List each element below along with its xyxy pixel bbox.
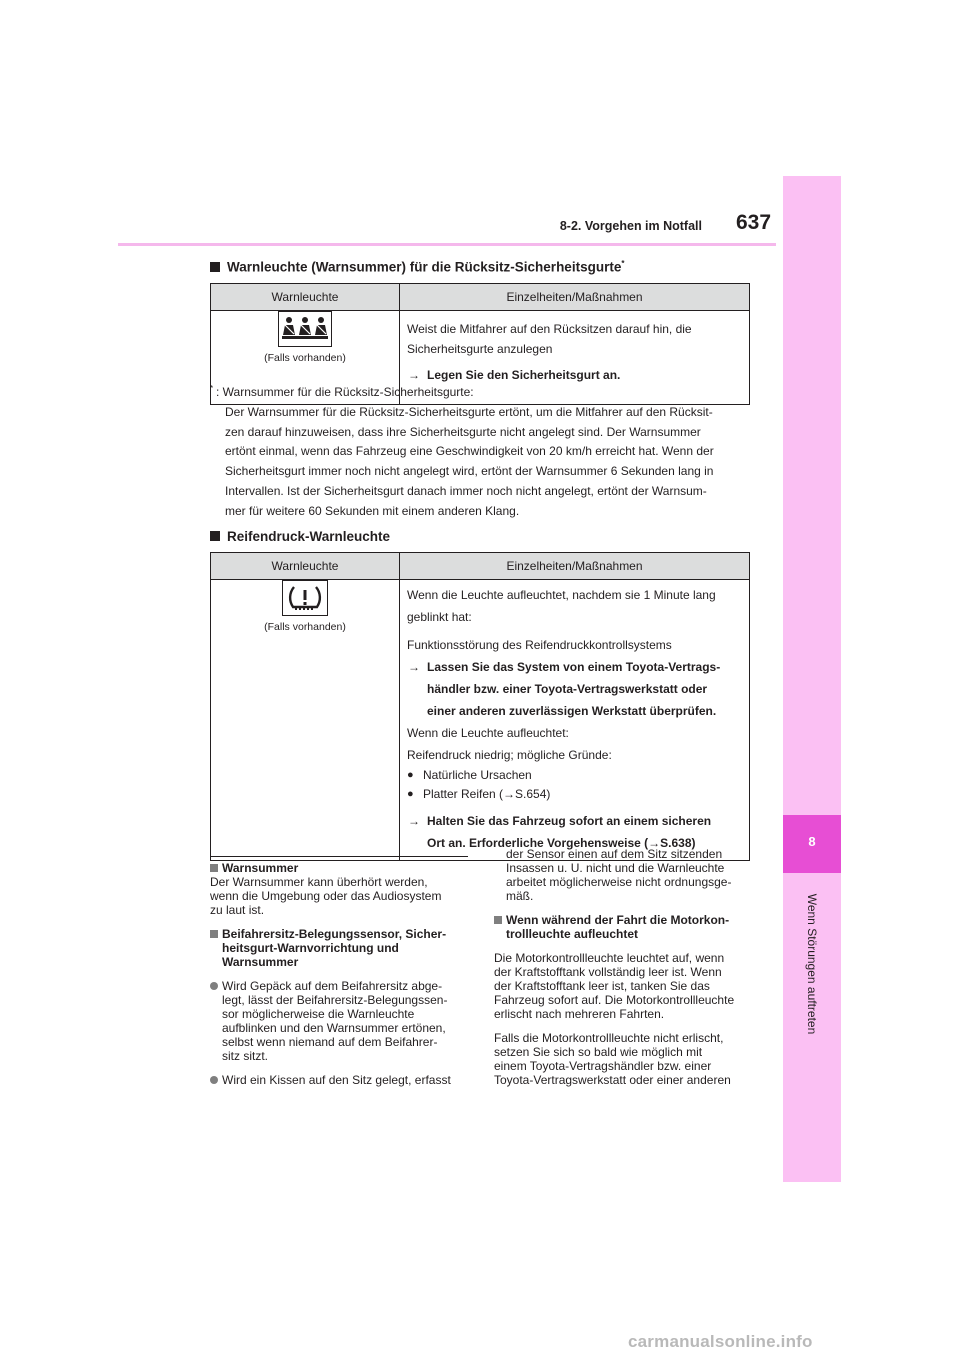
- footnote: [210, 383, 750, 522]
- arrow-icon: →: [408, 368, 420, 382]
- action-line: Ort an. Erforderliche Vorgehensweise (→S.638): [427, 836, 696, 850]
- icon-caption: (Falls vorhanden): [264, 352, 346, 364]
- list-item: ● Platter Reifen (→S.654): [407, 785, 741, 804]
- note-heading: Wenn während der Fahrt die Motorkon- trollleuchte aufleuchtet: [494, 913, 754, 941]
- action-line: → Legen Sie den Sicherheitsgurt an.: [407, 365, 741, 385]
- note-bullet: Wird ein Kissen auf den Sitz gelegt, erfasst: [210, 1073, 468, 1087]
- cause-line: Reifendruck niedrig; mögliche Gründe:: [407, 748, 612, 762]
- heading-text: Reifendruck-Warnleuchte: [227, 529, 391, 544]
- cause-line: Funktionsstörung des Reifendruckkontrollsystems: [407, 638, 672, 652]
- footnote-head: : Warnsummer für die Rücksitz-Sicherheitsgurte:: [216, 385, 474, 399]
- left-column: [210, 861, 468, 1087]
- page-number: 637: [736, 211, 772, 234]
- table-header-warnleuchte: Warnleuchte: [211, 284, 400, 311]
- action-line: → Halten Sie das Fahrzeug sofort an einem sicheren: [407, 810, 741, 832]
- table-header-warnleuchte: Warnleuchte: [211, 553, 400, 580]
- icon-cell: [211, 580, 400, 861]
- heading-text: Warnleuchte (Warnsummer) für die Rücksitz-Sicherheitsgurte: [227, 259, 622, 275]
- section-title: 8-2. Vorgehen im Notfall: [559, 219, 702, 233]
- note-text: der Sensor einen auf dem Sitz sitzenden Insassen u. U. nicht und die Warnleuchte arbeitet möglicherweise nicht ordnungsge- mäß.: [506, 847, 732, 903]
- watermark: carmanualsonline.info: [628, 1332, 813, 1351]
- list-item: ● Natürliche Ursachen: [407, 766, 741, 785]
- detail-line: Sicherheitsgurte anzulegen: [407, 342, 553, 356]
- chapter-number: 8: [808, 834, 816, 849]
- chapter-label: Wenn Störungen auftreten: [805, 893, 819, 1035]
- header-rule: [118, 243, 776, 246]
- tire-pressure-warning-table: [210, 552, 750, 861]
- heading-square-icon: [210, 531, 220, 541]
- details-cell: [400, 580, 750, 861]
- action-line: einer anderen zuverlässigen Werkstatt überprüfen.: [427, 704, 717, 718]
- tire-pressure-warning-icon: [282, 580, 328, 616]
- condition-line: Wenn die Leuchte aufleuchtet, nachdem sie 1 Minute lang: [407, 588, 716, 602]
- heading-square-icon: [210, 262, 220, 272]
- footnote-mark: *: [621, 259, 625, 268]
- arrow-icon: →: [408, 814, 420, 828]
- note-text: Der Warnsummer kann überhört werden, wenn die Umgebung oder das Audiosystem zu laut ist.: [210, 875, 442, 917]
- rear-seatbelt-warning-icon: [278, 311, 332, 347]
- note-heading: Beifahrersitz-Belegungssensor, Sicher- heitsgurt-Warnvorrichtung und Warnsummer: [210, 927, 468, 969]
- footnote-mark: *: [210, 384, 214, 393]
- detail-line: Weist die Mitfahrer auf den Rücksitzen darauf hin, die: [407, 322, 692, 336]
- note-text: Falls die Motorkontrollleuchte nicht erlischt, setzen Sie sich so bald wie möglich mit einem Toyota-Vertragshändler bzw. einer Toyota-Vertragswerkstatt oder einer anderen: [494, 1031, 731, 1087]
- note-heading: Warnsummer: [210, 861, 468, 875]
- footnote-body: Der Warnsummer für die Rücksitz-Sicherheitsgurte ertönt, um die Mitfahrer auf den Rücksit- zen darauf hinzuweisen, dass ihre Sicherheitsgurte nicht angelegt sind. Der Warnsummer ertönt einmal, wenn das Fahrzeug eine Geschwindigkeit von 20 km/h erreicht hat. Wenn der Sicherheitsgurt immer noch nicht angelegt wird, ertönt der Warnsummer 6 Sekunden lang in Intervallen. Ist der Sicherheitsgurt danach immer noch nicht angelegt, ertönt der Warnsum- mer für weitere 60 Sekunden mit einem anderen Klang.: [225, 404, 714, 518]
- action-line: händler bzw. einer Toyota-Vertragswerkstatt oder: [427, 682, 708, 696]
- table-header-details: Einzelheiten/Maßnahmen: [400, 553, 750, 580]
- right-column: [494, 847, 754, 1087]
- note-text: Die Motorkontrollleuchte leuchtet auf, wenn der Kraftstofftank vollständig leer ist. Wenn der Kraftstofftank leer ist, tanken Sie das Fahrzeug sofort auf. Die Motorkontrollleuchte erlischt nach mehreren Fahrten.: [494, 951, 735, 1021]
- section-heading-rear-seatbelt: [210, 256, 624, 276]
- action-line: → Lassen Sie das System von einem Toyota-Vertrags-: [407, 656, 741, 678]
- condition-line: geblinkt hat:: [407, 610, 472, 624]
- note-bullet: Wird Gepäck auf dem Beifahrersitz abge- legt, lässt der Beifahrersitz-Belegungssen- sor möglicherweise die Warnleuchte aufblinken und den Warnsummer ertönen, selbst wenn niemand auf dem Beifahrer- sitz sitzt.: [210, 979, 468, 1063]
- arrow-icon: →: [408, 660, 420, 674]
- column-rule: [210, 856, 468, 857]
- section-heading-tire-pressure: [210, 529, 390, 545]
- condition-line: Wenn die Leuchte aufleuchtet:: [407, 726, 569, 740]
- icon-caption: (Falls vorhanden): [264, 621, 346, 633]
- table-header-details: Einzelheiten/Maßnahmen: [400, 284, 750, 311]
